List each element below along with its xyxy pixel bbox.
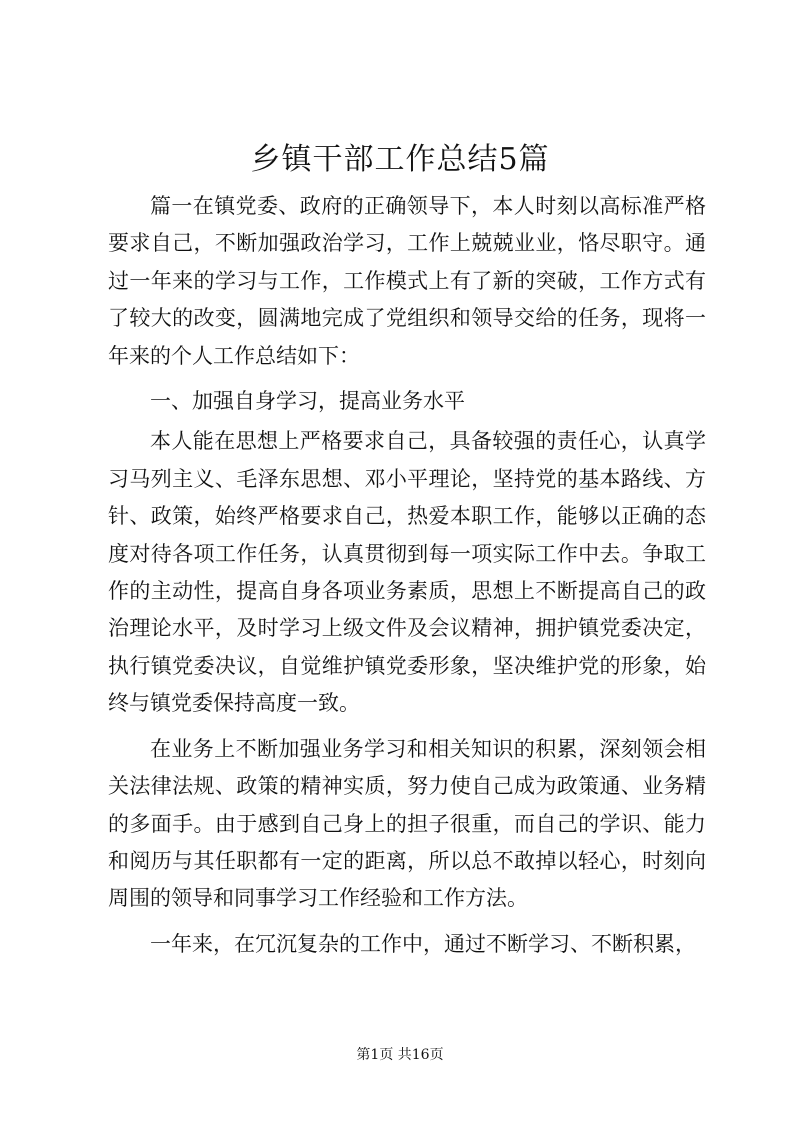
section-heading: 一、加强自身学习，提高业务水平 — [150, 389, 465, 414]
paragraph-business: 在业务上不断加强业务学习和相关知识的积累，深刻领会相关法律法规、政策的精神实质，努力使自己成为政策通、业务精的多面手。由于感到自己身上的担子很重，而自己的学识、能力和阅历与其任职都有一定的距离，所以总不敢掉以轻心，时刻向周围的领导和同事学习工作经验和工作方法。 — [108, 736, 706, 911]
paragraph-year: 一年来，在冗沉复杂的工作中，通过不断学习、不断积累， — [150, 931, 696, 956]
paragraph-thought: 本人能在思想上严格要求自己，具备较强的责任心，认真学习马列主义、毛泽东思想、邓小平理论，坚持党的基本路线、方针、政策，始终严格要求自己，热爱本职工作，能够以正确的态度对待各项工作任务，认真贯彻到每一项实际工作中去。争取工作的主动性，提高自身各项业务素质，思想上不断提高自己的政治理论水平，及时学习上级文件及会议精神，拥护镇党委决定，执行镇党委决议，自觉维护镇党委形象，坚决维护党的形象，始终与镇党委保持高度一致。 — [108, 429, 706, 716]
document-title: 乡镇干部工作总结5篇 — [250, 142, 550, 177]
document-body — [108, 188, 706, 971]
page-number: 第1页 共16页 — [356, 1047, 444, 1063]
paragraph-intro: 篇一在镇党委、政府的正确领导下，本人时刻以高标准严格要求自己，不断加强政治学习，工作上兢兢业业，恪尽职守。通过一年来的学习与工作，工作模式上有了新的突破，工作方式有了较大的改变，圆满地完成了党组织和领导交给的任务，现将一年来的个人工作总结如下： — [108, 194, 706, 368]
